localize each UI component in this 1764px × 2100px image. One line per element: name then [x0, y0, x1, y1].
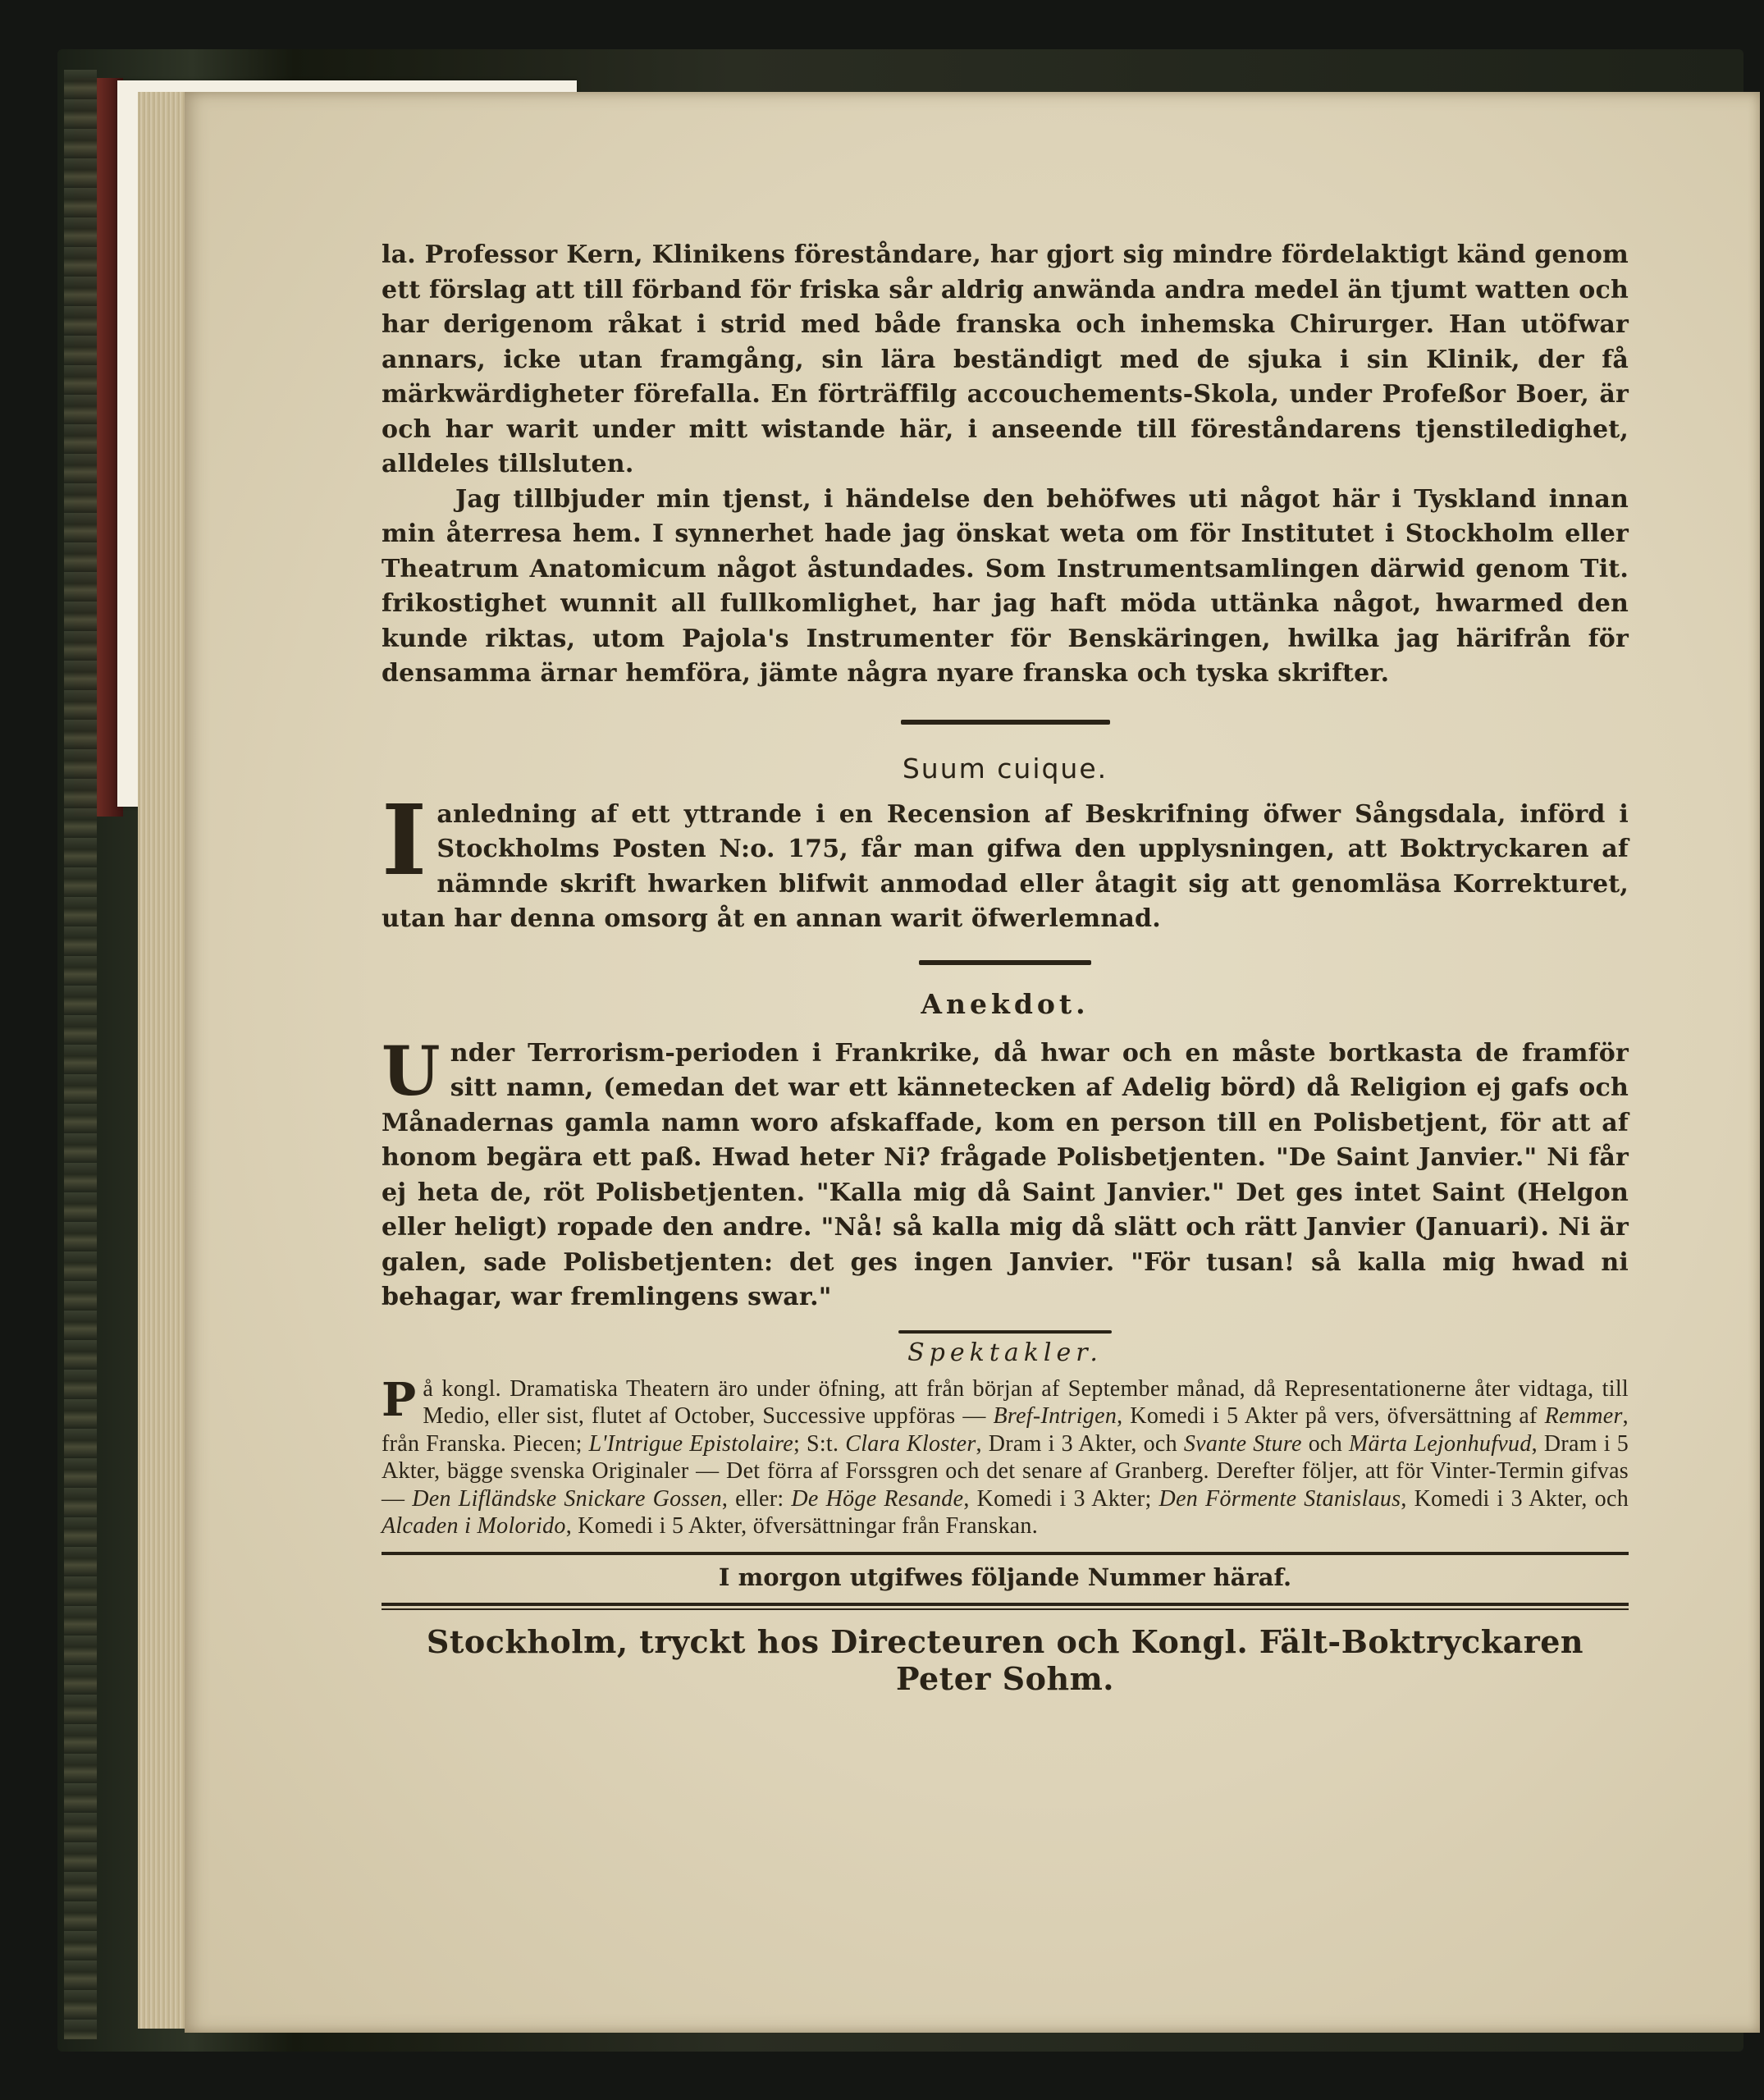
- paragraph-anekdot: [382, 1032, 1629, 1315]
- play-title: Clara Kloster: [845, 1430, 976, 1457]
- paragraph-anekdot-text: nder Terrorism-perioden i Frankrike, då hwar och en måste bortkasta de framför sitt namn, (emedan det war ett kännetecken af Adelig börd) då Religion ej gafs och Månadernas gamla namn woro afskaffade, kom en person till en Polisbetjent, för att af honom begära ett paß. Hwad heter Ni? frågade Polisbetjenten. "De Saint Janvier." Ni får ej heta de, röt Polisbetjenten. "Kalla mig då Saint Janvier." Det ges intet Saint (Helgon eller heligt) ropade den andre. "Nå! så kalla mig då slätt och rätt Janvier (Januari). Ni är galen, sade Polisbetjenten: det ges ingen Janvier. "För tusan! så kalla mig hwad ni behagar, war fremlingens swar.": [382, 1038, 1629, 1311]
- text-run: , Komedi i 5 Akter, öfversättningar från Franskan.: [565, 1513, 1038, 1539]
- next-issue-notice: I morgon utgifwes följande Nummer häraf.: [718, 1562, 1292, 1591]
- page-text: [382, 238, 1629, 1728]
- text-run: , Komedi i 5 Akter på vers, öfversättning af: [1117, 1403, 1538, 1429]
- section-rule: [919, 960, 1091, 965]
- heading-anekdot: Anekdot.: [921, 987, 1090, 1020]
- author-name: Remmer: [1544, 1403, 1623, 1429]
- drop-cap: I: [382, 782, 427, 897]
- text-run: , Dram i 5 Akter, bägge svenska Originaler — Det förra af Forssgren och det senare af Granberg. Derefter följer, att för Vinter-Termin gifvas —: [382, 1430, 1629, 1512]
- text-run: ; S:t.: [793, 1430, 839, 1457]
- paragraph-kern: la. Professor Kern, Klinikens föreståndare, har gjort sig mindre fördelaktigt känd genom ett förslag att till förband för friska sår aldrig anwända andra medel än tjumt watten och har derigenom råkat i strid med både franska och inhemska Chirurger. Han utöfwar annars, icke utan framgång, sin lära beständigt med de sjuka i sin Klinik, der få märkwärdigheter förefalla. En förträffilg accouchements-Skola, under Profeßor Boer, är och har warit under mitt wistande här, i anseende till föreståndarens tjenstiledighet, alldeles tillsluten.: [382, 240, 1629, 478]
- paragraph-spektakler: [382, 1372, 1629, 1540]
- paragraph-offer: Jag tillbjuder min tjenst, i händelse den behöfwes uti något här i Tyskland innan min återresa hem. I synnerhet hade jag önskat weta om för Institutet i Stockholm eller Theatrum Anatomicum något åstundades. Som Instrumentsamlingen därwid genom Tit. frikostighet wunnit all fullkomlighet, har jag haft möda uttänka något, hwarmed den kunde riktas, utom Pajola's Instrumenter för Benskäringen, hwilka jag härifrån för densamma ärnar hemföra, jämte några nyare franska och tyska skrifter.: [382, 484, 1629, 688]
- play-title: L'Intrigue Epistolaire: [588, 1430, 793, 1457]
- play-title: Svante Sture: [1183, 1430, 1302, 1457]
- footer-rule-thin: [382, 1608, 1629, 1610]
- heading-spektakler: Spektakler.: [907, 1338, 1103, 1367]
- marbled-cover-edge: [64, 70, 97, 2039]
- text-run: å kongl. Dramatiska Theatern äro under öfning, att från början af September månad, då Representationerne åter vidtaga, till Medio, eller sist, flutet af October, Successive uppföras —: [423, 1375, 1629, 1429]
- section-rule: [901, 720, 1110, 725]
- paragraph-recension: [382, 782, 1629, 937]
- text-run: , eller:: [721, 1485, 784, 1512]
- play-title: Den Förmente Stanislaus: [1158, 1485, 1401, 1512]
- play-title: Den Lifländske Snickare Gossen: [412, 1485, 722, 1512]
- text-run: och: [1308, 1430, 1343, 1457]
- text-run: , Komedi i 3 Akter;: [963, 1485, 1152, 1512]
- play-title: De Höge Resande: [791, 1485, 964, 1512]
- drop-cap: U: [382, 1032, 441, 1111]
- printer-imprint: Stockholm, tryckt hos Directeuren och Kongl. Fält-Boktryckaren Peter Sohm.: [426, 1622, 1584, 1697]
- drop-cap: P: [382, 1372, 417, 1427]
- text-run: , Dram i 3 Akter, och: [976, 1430, 1177, 1457]
- paragraph-recension-text: anledning af ett yttrande i en Recension af Beskrifning öfwer Sångsdala, införd i Stockholms Posten N:o. 175, får man gifwa den upplysningen, att Boktryckaren af nämnde skrift hwarken blifwit anmodad eller åtagit sig att genomläsa Korrekturet, utan har denna omsorg åt en annan warit öfwerlemnad.: [382, 799, 1629, 933]
- play-title: Alcaden i Molorido: [382, 1513, 566, 1539]
- footer-rule: [382, 1603, 1629, 1606]
- heading-suum-cuique: Suum cuique.: [902, 752, 1108, 785]
- play-title: Märta Lejonhufvud: [1348, 1430, 1532, 1457]
- text-run: , från Franska. Piecen;: [382, 1403, 1629, 1457]
- play-title: Bref-Intrigen: [993, 1403, 1117, 1429]
- footer-rule: [382, 1552, 1629, 1555]
- text-run: , Komedi i 3 Akter, och: [1401, 1485, 1629, 1512]
- section-rule: [898, 1330, 1112, 1334]
